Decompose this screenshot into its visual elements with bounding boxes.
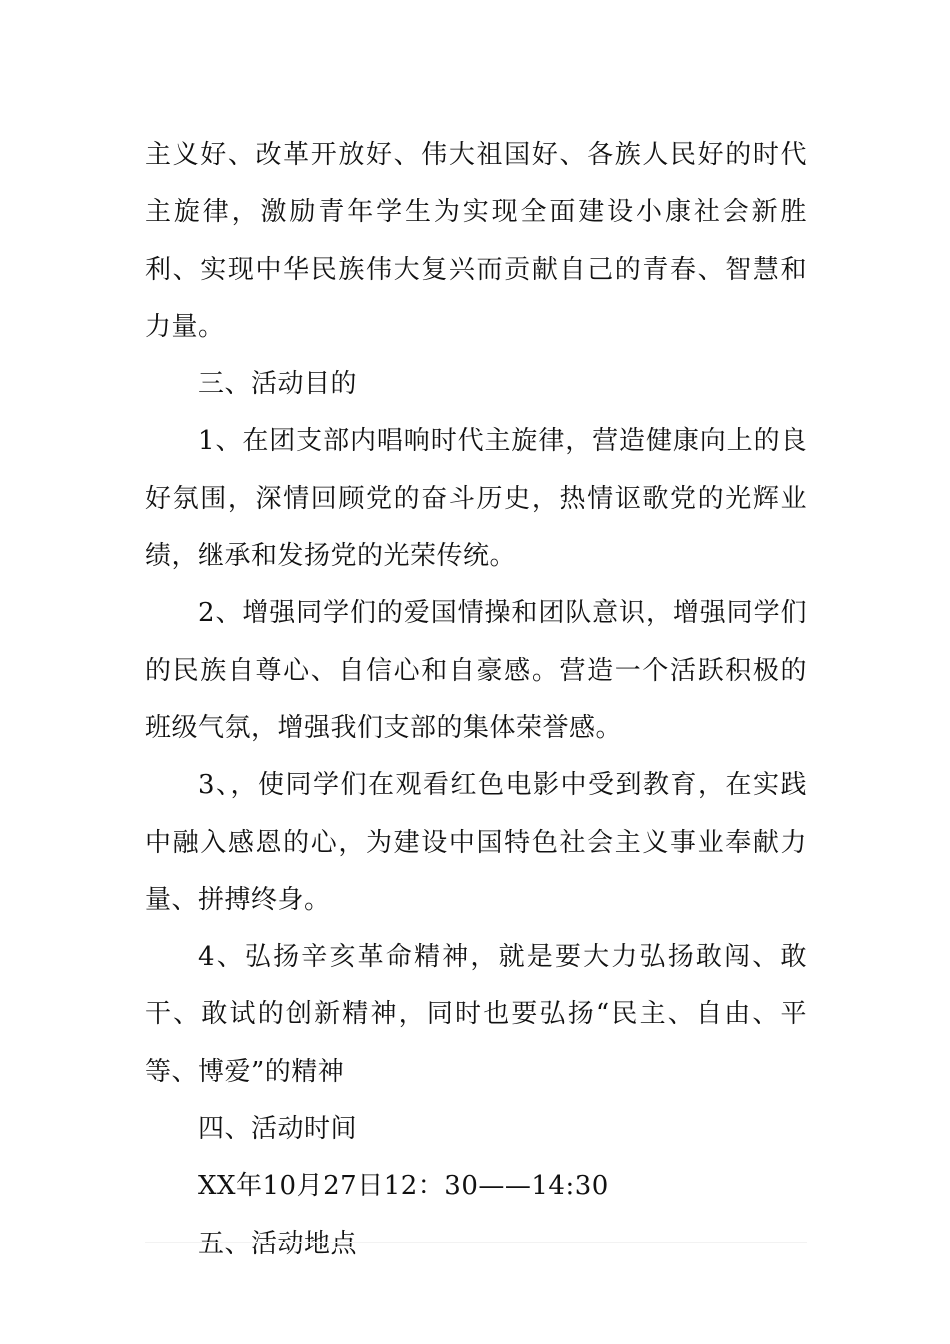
activity-time-value: XX年10月27日12：30——14:30	[198, 1171, 609, 1202]
purpose-item-4: 4、弘扬辛亥革命精神，就是要大力弘扬敢闯、敢干、敢试的创新精神，同时也要弘扬“民主、自由、平等、博爱”的精神	[145, 942, 807, 1087]
purpose-item-1: 1、在团支部内唱响时代主旋律，营造健康向上的良好氛围，深情回顾党的奋斗历史，热情讴歌党的光辉业绩，继承和发扬党的光荣传统。	[145, 426, 807, 572]
section-heading-location: 五、活动地点	[198, 1228, 358, 1259]
footer-divider	[145, 1242, 807, 1243]
document-body	[145, 127, 807, 1273]
purpose-item-2: 2、增强同学们的爱国情操和团队意识，增强同学们的民族自尊心、自信心和自豪感。营造一个活跃积极的班级气氛，增强我们支部的集体荣誉感。	[145, 598, 807, 743]
paragraph-continuation: 主义好、改革开放好、伟大祖国好、各族人民好的时代主旋律，激励青年学生为实现全面建设小康社会新胜利、实现中华民族伟大复兴而贡献自己的青春、智慧和力量。	[145, 140, 807, 342]
section-heading-purpose: 三、活动目的	[198, 369, 358, 400]
section-heading-time: 四、活动时间	[198, 1114, 358, 1145]
purpose-item-3: 3、，使同学们在观看红色电影中受到教育，在实践中融入感恩的心，为建设中国特色社会主义事业奉献力量、拼搏终身。	[145, 770, 807, 915]
